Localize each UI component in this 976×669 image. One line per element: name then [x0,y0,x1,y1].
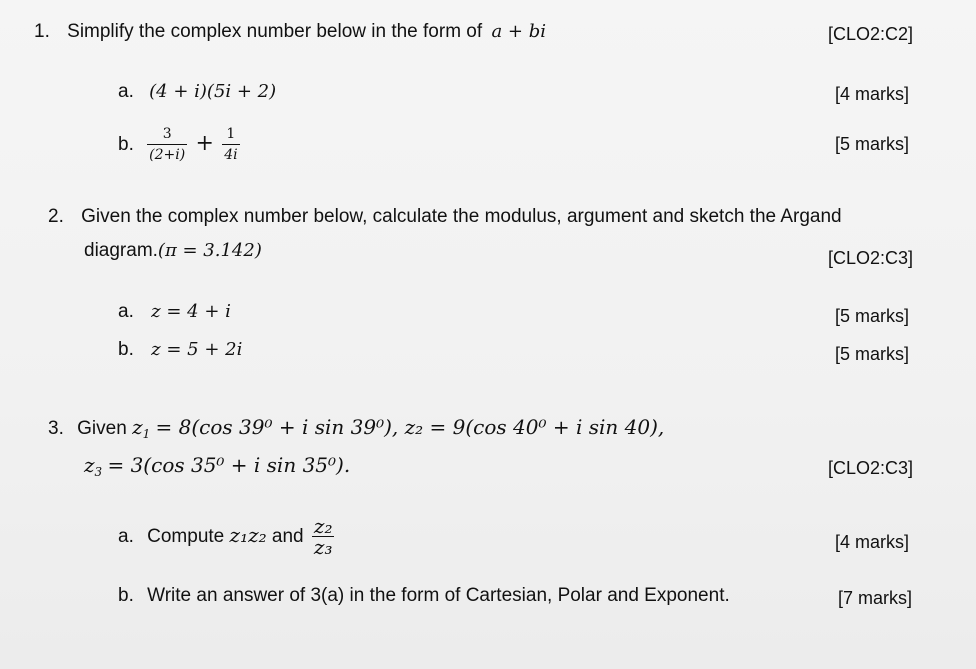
q3a-frac-den: z₃ [313,535,333,560]
q1-number: 1. [34,21,50,42]
q1b-frac1 [147,124,187,165]
q3-line1 [48,413,664,448]
q1b-frac2 [222,124,239,165]
q2-clo: [CLO2:C3] [828,248,914,268]
q1-clo: [CLO2:C2] [828,24,914,44]
q2a-marks: [5 marks] [835,306,910,326]
q2b-label: b. [118,339,134,360]
q1a-label: a. [118,81,134,102]
q1b-line [118,122,243,167]
q1a-line [118,80,276,104]
q1a-expr: (4 + i)(5i + 2) [149,81,277,102]
q3a-text: Compute [147,526,225,547]
q1b-frac2-den: 4i [224,147,238,164]
q1b-plus: + [195,131,214,156]
q3-z3-expr: = 3(cos 35⁰ + i sin 35⁰). [107,453,351,477]
q2-pi-value: (π = 3.142) [157,240,262,261]
q2a-line [118,300,231,324]
q3a-marks: [4 marks] [835,532,910,552]
q1b-marks: [5 marks] [835,134,910,154]
q3b-marks: [7 marks] [838,588,913,608]
q3-number: 3. [48,418,64,439]
q2-line2 [84,239,262,263]
q1b-frac1-num: 3 [147,124,187,145]
q3a-product: z₁z₂ [229,523,267,547]
q3-z1-symbol: $z_1$ [132,415,151,441]
q2b-line [118,338,242,362]
q3a-label: a. [118,526,134,547]
q1-text: Simplify the complex number below in the form of [67,21,483,42]
q3a-frac-num: z₂ [313,514,333,539]
q1-form: a + bi [491,21,546,42]
q2-number: 2. [48,206,64,227]
q3a-and: and [271,526,304,547]
q3a-line [118,510,337,562]
q3b-label: b. [118,585,134,606]
q1b-frac2-num: 1 [222,124,239,145]
q3a-fraction [312,514,335,560]
q3-clo: [CLO2:C3] [828,458,914,478]
q2a-expr: z = 4 + i [151,301,231,322]
q3-z1-z2-expr: = 8(cos 39⁰ + i sin 39⁰), z₂ = 9(cos 40⁰ + i sin 40), [155,415,665,439]
q2a-label: a. [118,301,134,322]
q2-line1 [48,205,842,229]
q3b-text: Write an answer of 3(a) in the form of Cartesian, Polar and Exponent. [147,585,730,606]
q3-z3-symbol: $z_3$ [84,453,103,479]
q3-given: Given [77,418,127,439]
q2-text2: diagram. [84,240,158,261]
q1a-marks: [4 marks] [835,84,910,104]
q2-text1: Given the complex number below, calculate the modulus, argument and sketch the Argand [81,206,842,227]
q2b-expr: z = 5 + 2i [151,339,243,360]
q1b-frac1-den: (2+i) [149,147,186,164]
q2b-marks: [5 marks] [835,344,910,364]
q1b-label: b. [118,134,134,155]
q1-line [34,20,546,44]
q3-line2 [84,451,350,486]
q3b-line [118,584,730,608]
